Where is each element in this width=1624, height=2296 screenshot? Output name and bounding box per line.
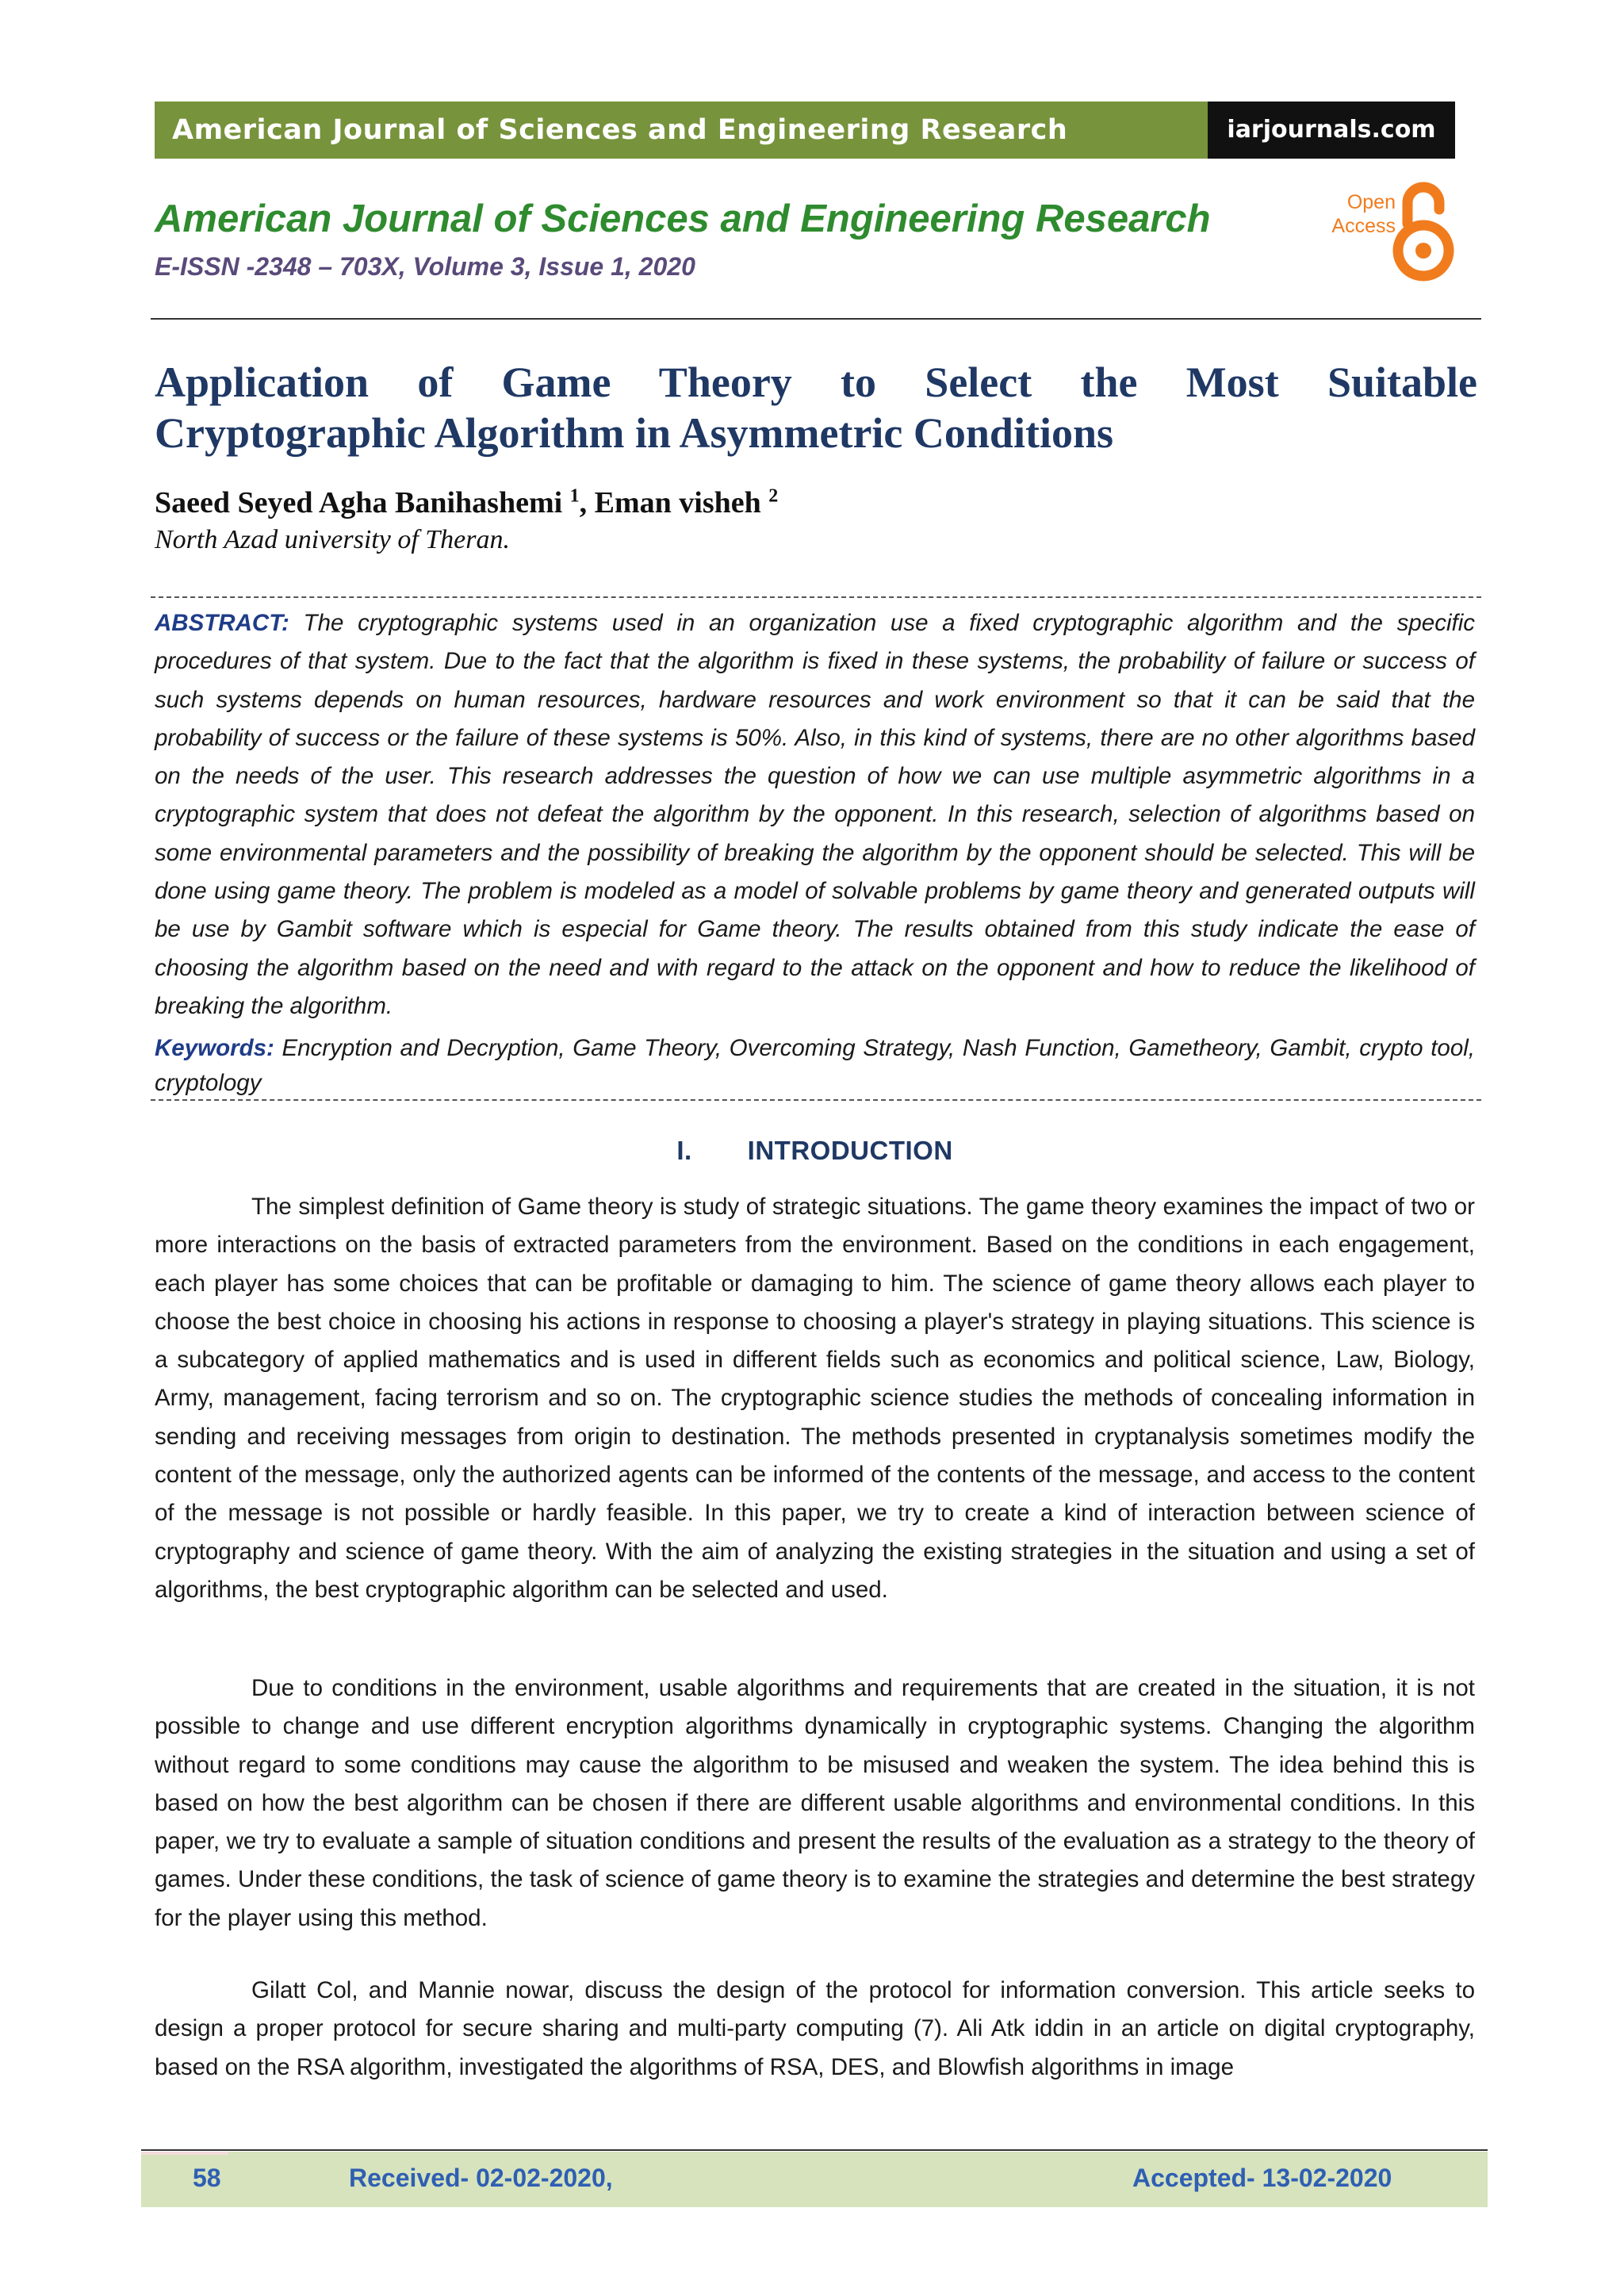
journal-issn: E-ISSN -2348 – 703X, Volume 3, Issue 1, 2020 xyxy=(155,252,695,281)
intro-paragraph-2: Due to conditions in the environment, usable algorithms and requirements that are created in the situation, it is not possible to change and use different encryption algorithms dynamically in cryptographic systems. Changing the algorithm without regard to some conditions may cause the algorithm to be misused and weaken the system. The idea behind this is based on how the best algorithm can be chosen if there are different usable algorithms and environmental conditions. In this paper, we try to evaluate a sample of situation conditions and present the results of the evaluation as a strategy to the theory of games. Under these conditions, the task of science of game theory is to examine the strategies and determine the best strategy for the player using this method. xyxy=(155,1675,1475,1931)
intro-paragraph-1: The simplest definition of Game theory is study of strategic situations. The game theory examines the impact of two or more interactions on the basis of extracted parameters from the environment. Based on the conditions in each engagement, each player has some choices that can be profitable or damaging to him. The science of game theory allows each player to choose the best choice in choosing his actions in response to choosing a player's strategy in playing situations. This science is a subcategory of applied mathematics and is used in different fields such as economics and political science, Law, Biology, Army, management, facing terrorism and so on. The cryptographic science studies the methods of concealing information in sending and receiving messages from origin to destination. The methods presented in cryptanalysis sometimes modify the content of the message, only the authorized agents can be informed of the contents of the message, and access to the content of the message is not possible or hardly feasible. In this paper, we try to create a kind of interaction between science of cryptography and science of game theory. With the aim of analyzing the existing strategies in the situation and using a set of algorithms, the best cryptographic algorithm can be selected and used. xyxy=(155,1194,1475,1603)
header-divider xyxy=(151,318,1481,320)
paper-title-line2: Cryptographic Algorithm in Asymmetric Conditions xyxy=(155,409,1113,457)
section-heading-introduction xyxy=(155,1136,1475,1166)
abstract xyxy=(155,604,1475,1025)
keywords-text: Encryption and Decryption, Game Theory, Overcoming Strategy, Nash Function, Gametheory, Gambit, crypto tool, cryptology xyxy=(155,1035,1475,1096)
author-separator: , xyxy=(579,486,595,519)
journal-banner-title: American Journal of Sciences and Engineering Research xyxy=(155,102,1208,159)
footer-divider xyxy=(141,2149,1488,2151)
abstract-text: The cryptographic systems used in an organization use a fixed cryptographic algorithm and the specific procedures of that system. Due to the fact that the algorithm is fixed in these systems, the probability of failure or success of such systems depends on human resources, hardware resources and work environment so that it can be said that the probability of success or the failure of these systems is 50%. Also, in this kind of systems, there are no other algorithms based on the needs of the user. This research addresses the question of how we can use multiple asymmetric algorithms in a cryptographic system that does not defeat the algorithm by the opponent. In this research, selection of algorithms based on some environmental parameters and the possibility of breaking the algorithm by the opponent should be selected. This will be done using game theory. The problem is modeled as a model of solvable problems by game theory and generated outputs will be use by Gambit software which is especial for Game theory. The results obtained from this study indicate the ease of choosing the algorithm based on the need and with regard to the attack on the opponent and how to reduce the likelihood of breaking the algorithm. xyxy=(155,610,1475,1019)
keywords-label: Keywords: xyxy=(155,1035,274,1061)
abstract-label: ABSTRACT: xyxy=(155,610,289,636)
open-access-label xyxy=(1324,190,1396,238)
author-1: Saeed Seyed Agha Banihashemi xyxy=(155,486,570,519)
section-number: I. xyxy=(676,1136,692,1165)
journal-website-link[interactable]: iarjournals.com xyxy=(1208,102,1455,159)
author-affiliation: North Azad university of Theran. xyxy=(155,525,510,554)
footer-accent xyxy=(141,2152,228,2155)
accepted-date: Accepted- 13-02-2020 xyxy=(1132,2164,1392,2192)
journal-name: American Journal of Sciences and Engineering Research xyxy=(155,197,1211,240)
intro-paragraph-3: Gilatt Col, and Mannie nowar, discuss the design of the protocol for information conversion. This article seeks to design a proper protocol for secure sharing and multi-party computing (7). Ali Atk iddin in an article on digital cryptography, based on the RSA algorithm, investigated the algorithms of RSA, DES, and Blowfish algorithms in image xyxy=(155,1977,1475,2080)
abstract-bottom-divider xyxy=(151,1099,1481,1101)
paper-title xyxy=(155,357,1477,458)
author-2-affiliation-marker: 2 xyxy=(768,485,779,507)
paper-authors xyxy=(155,485,778,520)
author-2: Eman visheh xyxy=(594,486,769,519)
abstract-top-divider xyxy=(151,596,1481,598)
open-access-line2: Access xyxy=(1331,215,1396,237)
paper-title-line1: Application of Game Theory to Select the Most Suitable xyxy=(155,358,1477,406)
author-1-affiliation-marker: 1 xyxy=(569,485,580,507)
open-access-lock-icon xyxy=(1392,174,1455,282)
open-access-line1: Open xyxy=(1346,191,1396,213)
received-date: Received- 02-02-2020, xyxy=(349,2164,613,2192)
keywords xyxy=(155,1031,1475,1101)
page-number: 58 xyxy=(193,2164,221,2192)
section-title: INTRODUCTION xyxy=(747,1136,953,1165)
